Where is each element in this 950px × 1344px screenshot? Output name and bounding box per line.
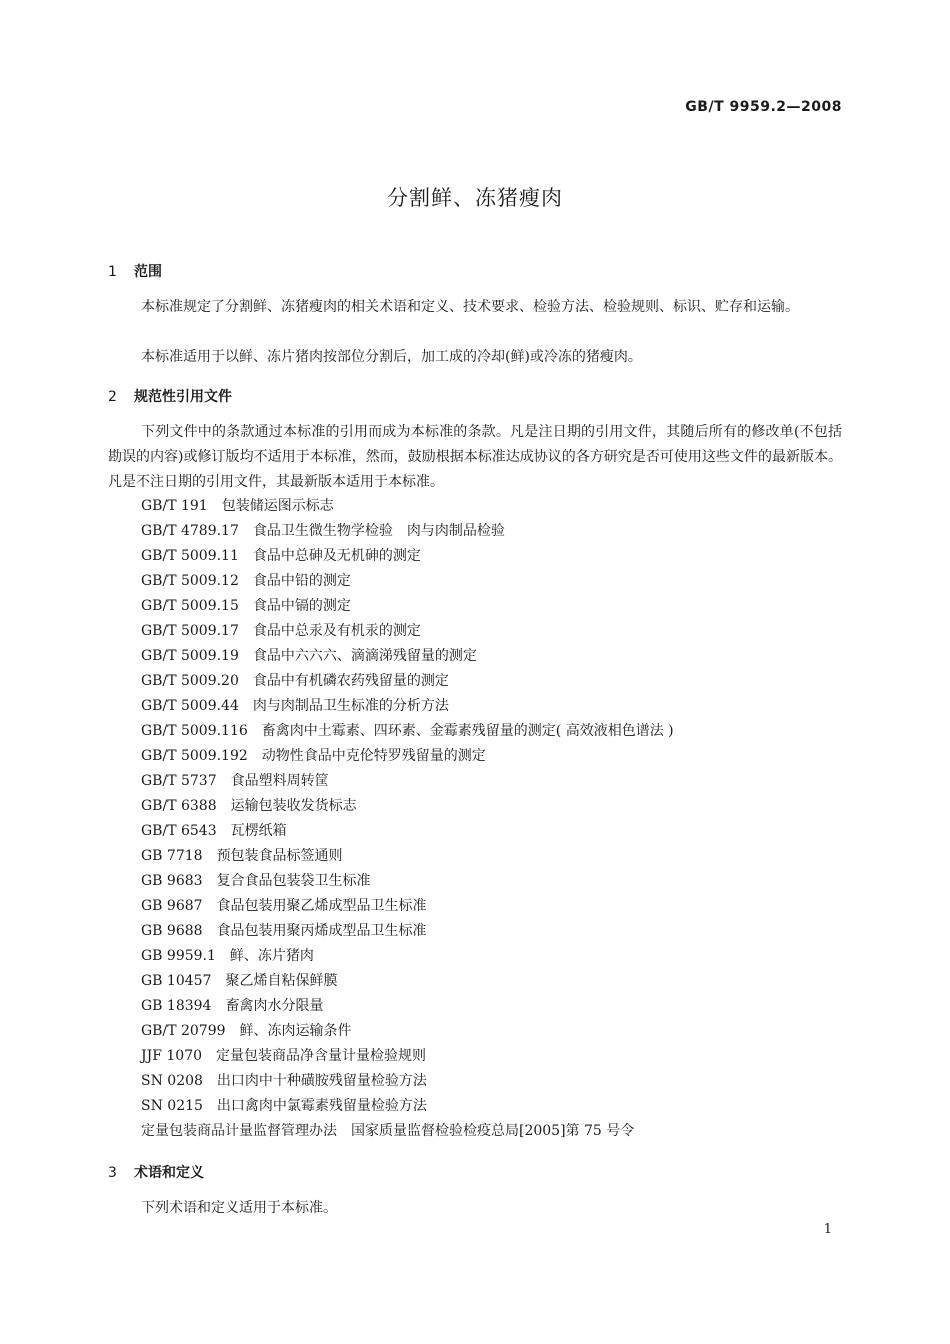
scope-paragraph-2: 本标准适用于以鲜、冻片猪肉按部位分割后，加工成的冷却(鲜)或冷冻的猪瘦肉。 [141, 349, 642, 365]
reference-title: 瓦楞纸箱 [230, 823, 287, 839]
reference-item [141, 869, 674, 894]
reference-code: JJF 1070 [141, 1048, 203, 1064]
reference-item [141, 669, 674, 694]
reference-title: 畜禽肉水分限量 [225, 998, 324, 1014]
reference-code: GB/T 5009.20 [141, 673, 239, 689]
reference-title: 复合食品包装袋卫生标准 [216, 873, 371, 889]
reference-item [141, 544, 674, 569]
reference-item [141, 919, 674, 944]
reference-code: GB/T 5009.12 [141, 573, 239, 589]
reference-title: 畜禽肉中土霉素、四环素、金霉素残留量的测定( 高效液相色谱法 ) [261, 723, 674, 739]
reference-title: 食品中总砷及无机砷的测定 [252, 548, 421, 564]
reference-code: GB/T 20799 [141, 1023, 226, 1039]
reference-code: GB 9959.1 [141, 948, 216, 964]
reference-item [141, 1094, 674, 1119]
reference-title: 鲜、冻片猪肉 [229, 948, 314, 964]
reference-title: 食品中总汞及有机汞的测定 [252, 623, 421, 639]
reference-code: GB/T 5009.11 [141, 548, 239, 564]
reference-item [141, 944, 674, 969]
reference-code: GB 7718 [141, 848, 203, 864]
reference-title: 食品塑料周转筐 [230, 773, 329, 789]
reference-title: 动物性食品中克伦特罗残留量的测定 [261, 748, 486, 764]
reference-item [141, 494, 674, 519]
reference-code: GB 9683 [141, 873, 203, 889]
reference-code: GB 9688 [141, 923, 203, 939]
reference-code: GB/T 5009.15 [141, 598, 239, 614]
reference-item [141, 594, 674, 619]
reference-item [141, 1119, 674, 1144]
reference-code: GB/T 4789.17 [141, 523, 239, 539]
reference-title: 运输包装收发货标志 [230, 798, 357, 814]
section-title: 范围 [134, 264, 162, 280]
reference-title: 出口肉中十种磺胺残留量检验方法 [216, 1073, 427, 1089]
reference-list [141, 494, 674, 1144]
reference-code: SN 0215 [141, 1098, 203, 1114]
reference-title: 食品中镉的测定 [252, 598, 351, 614]
reference-title: 食品中铅的测定 [252, 573, 351, 589]
reference-item [141, 644, 674, 669]
reference-code: GB 18394 [141, 998, 212, 1014]
reference-title: 食品包装用聚丙烯成型品卫生标准 [216, 923, 427, 939]
reference-item [141, 844, 674, 869]
reference-code: GB/T 5009.116 [141, 723, 248, 739]
reference-code: GB 10457 [141, 973, 212, 989]
reference-code: GB/T 5009.17 [141, 623, 239, 639]
reference-title: 鲜、冻肉运输条件 [239, 1023, 352, 1039]
reference-title: 食品包装用聚乙烯成型品卫生标准 [216, 898, 427, 914]
page-title: 分割鲜、冻猪瘦肉 [387, 186, 563, 210]
reference-item [141, 569, 674, 594]
reference-item [141, 969, 674, 994]
reference-item [141, 994, 674, 1019]
reference-item [141, 794, 674, 819]
section-heading-terms-definitions [108, 1162, 204, 1182]
scope-paragraph-1: 本标准规定了分割鲜、冻猪瘦肉的相关术语和定义、技术要求、检验方法、检验规则、标识、贮存和运输。 [141, 299, 799, 315]
section-title: 术语和定义 [134, 1165, 204, 1181]
section-title: 规范性引用文件 [134, 389, 232, 405]
reference-code: GB/T 6388 [141, 798, 217, 814]
reference-code: GB/T 5009.19 [141, 648, 239, 664]
reference-item [141, 694, 674, 719]
reference-item [141, 1019, 674, 1044]
references-intro-paragraph: 下列文件中的条款通过本标准的引用而成为本标准的条款。凡是注日期的引用文件，其随后所有的修改单(不包括勘误的内容)或修订版均不适用于本标准，然而，鼓励根据本标准达成协议的各方研究是否可使用这些文件的最新版本。凡是不注日期的引用文件，其最新版本适用于本标准。 [108, 424, 842, 490]
reference-title: 食品中有机磷农药残留量的测定 [252, 673, 449, 689]
reference-code: GB/T 191 [141, 498, 208, 514]
reference-item [141, 719, 674, 744]
reference-item [141, 1069, 674, 1094]
reference-title: 食品卫生微生物学检验 肉与肉制品检验 [252, 523, 505, 539]
reference-code: SN 0208 [141, 1073, 203, 1089]
reference-title: 定量包装商品净含量计量检验规则 [216, 1048, 427, 1064]
section-number: 2 [108, 389, 117, 405]
page-number: 1 [823, 1222, 832, 1237]
reference-title: 出口禽肉中氯霉素残留量检验方法 [216, 1098, 427, 1114]
section-heading-scope [108, 261, 162, 281]
reference-item [141, 1044, 674, 1069]
terms-intro-paragraph: 下列术语和定义适用于本标准。 [141, 1200, 337, 1216]
reference-item [141, 894, 674, 919]
reference-title: 包装储运图示标志 [221, 498, 334, 514]
reference-title: 聚乙烯自粘保鲜膜 [225, 973, 338, 989]
reference-code: GB/T 5009.44 [141, 698, 239, 714]
reference-item [141, 619, 674, 644]
reference-code: 定量包装商品计量监督管理办法 [141, 1123, 337, 1139]
reference-title: 预包装食品标签通则 [216, 848, 343, 864]
reference-item [141, 819, 674, 844]
section-number: 1 [108, 264, 117, 280]
reference-code: GB/T 5009.192 [141, 748, 248, 764]
reference-title: 国家质量监督检验检疫总局[2005]第 75 号令 [351, 1123, 635, 1139]
standard-code: GB/T 9959.2—2008 [685, 99, 842, 115]
reference-item [141, 519, 674, 544]
reference-title: 肉与肉制品卫生标准的分析方法 [252, 698, 449, 714]
reference-code: GB/T 5737 [141, 773, 217, 789]
reference-code: GB 9687 [141, 898, 203, 914]
reference-item [141, 744, 674, 769]
section-heading-normative-references [108, 386, 232, 406]
reference-code: GB/T 6543 [141, 823, 217, 839]
reference-title: 食品中六六六、滴滴涕残留量的测定 [252, 648, 477, 664]
section-number: 3 [108, 1165, 117, 1181]
reference-item [141, 769, 674, 794]
